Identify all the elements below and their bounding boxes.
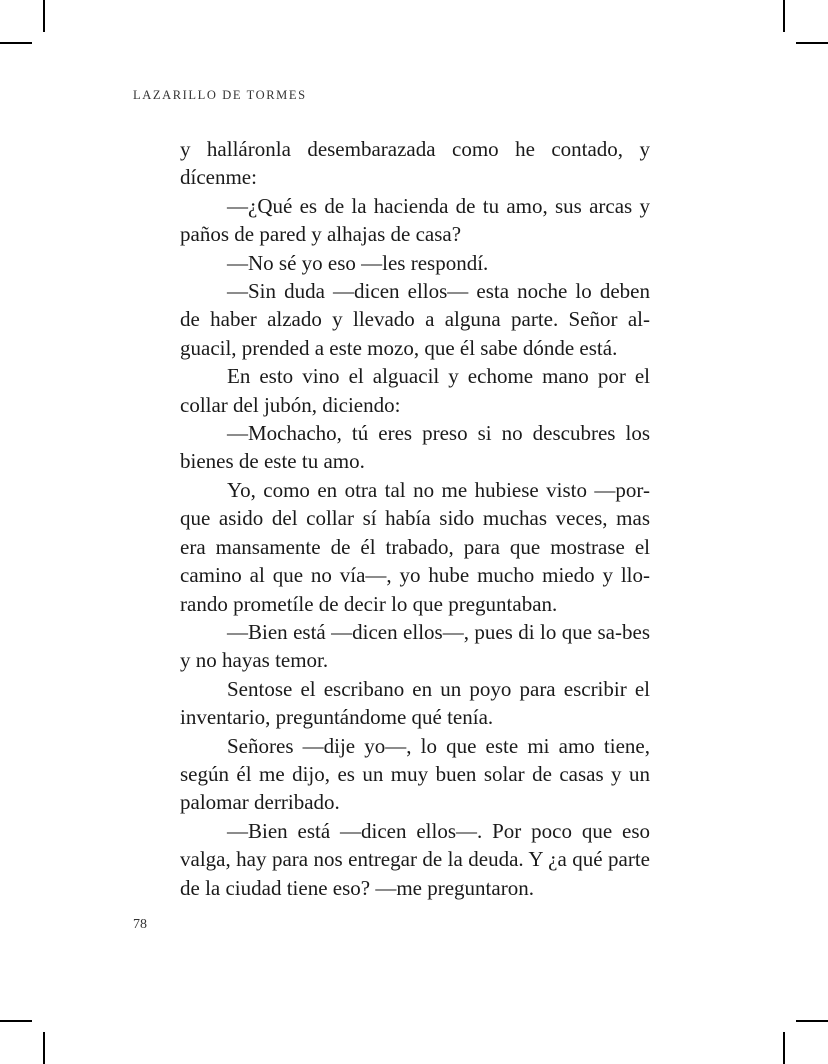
paragraph: Yo, como en otra tal no me hubiese visto —por-que asido del collar sí había sido muchas veces, mas era mansamente de él trabado, para que mostrase el camino al que no vía—, yo hube mucho miedo y llo-rando prometíle de decir lo que preguntaban. [180, 477, 650, 616]
paragraph: —No sé yo eso —les respondí. [227, 250, 489, 275]
paragraph: —¿Qué es de la hacienda de tu amo, sus arcas y paños de pared y alhajas de casa? [180, 193, 650, 247]
paragraph: —Bien está —dicen ellos—, pues di lo que sa-bes y no hayas temor. [180, 619, 650, 673]
paragraph: Sentose el escribano en un poyo para escribir el inventario, preguntándome qué tenía. [180, 676, 650, 730]
crop-mark-top-left-horizontal [0, 42, 32, 44]
crop-mark-top-right-vertical [783, 0, 785, 32]
crop-mark-bottom-left-horizontal [0, 1020, 32, 1022]
crop-mark-bottom-right-horizontal [796, 1020, 828, 1022]
page-number: 78 [133, 917, 147, 932]
paragraph: En esto vino el alguacil y echome mano por el collar del jubón, diciendo: [180, 364, 650, 417]
paragraph: Señores —dije yo—, lo que este mi amo tiene, según él me dijo, es un muy buen solar de casas y un palomar derribado. [180, 733, 650, 815]
running-head: LAZARILLO DE TORMES [133, 88, 307, 102]
paragraph: —Bien está —dicen ellos—. Por poco que eso valga, hay para nos entregar de la deuda. Y ¿a qué parte de la ciudad tiene eso? —me preguntaron. [180, 818, 650, 900]
crop-mark-bottom-left-vertical [43, 1032, 45, 1064]
paragraph: —Sin duda —dicen ellos— esta noche lo deben de haber alzado y llevado a alguna parte. Señor al-guacil, prended a este mozo, que él sabe dónde está. [180, 279, 650, 360]
paragraph: —Mochacho, tú eres preso si no descubres los bienes de este tu amo. [180, 421, 650, 474]
crop-mark-top-left-vertical [43, 0, 45, 32]
paragraph: y halláronla desembarazada como he contado, y dícenme: [180, 137, 650, 190]
crop-mark-bottom-right-vertical [783, 1032, 785, 1064]
crop-mark-top-right-horizontal [796, 42, 828, 44]
body-text [180, 135, 650, 902]
